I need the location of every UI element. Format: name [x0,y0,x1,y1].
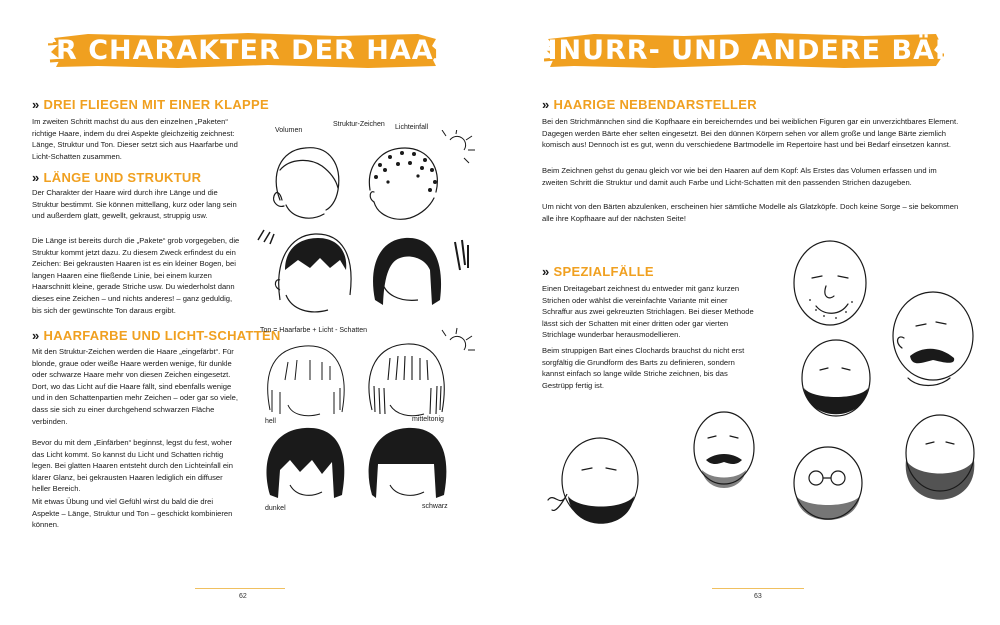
section-heading-haarfarbe: » HAARFARBE UND LICHT-SCHATTEN [32,328,281,343]
section-heading-laenge-struktur: » LÄNGE UND STRUKTUR [32,170,202,185]
beard-faces-illustration [538,238,988,558]
paragraph: Die Länge ist bereits durch die „Pakete“ grob vorgegeben, die Struktur kommt jetzt dazu. Zu diesem Zweck erfindest du ein Zeichen: Bei gekrausten Haaren ist es ein kleiner Bogen, bei langen Haaren eine fließende Linie, bei einem kurzen Haarschnitt kleine, gerade Striche usw. Du wiederholst dann dieses eine Zeichen – und nichts anderes! – ganz geduldig, bis sich der gewünschte Ton daraus ergibt. [32,236,240,315]
right-page-title: SCHNURR- UND ANDERE BÄRTE [493,34,995,66]
paragraph: Mit den Struktur-Zeichen werden die Haare „eingefärbt“. Für blonde, graue oder weiße Haare werden wenige, für dunkle oder schwarze Haare mehr von diesen Zeichen eingesetzt. Dort, wo das Licht auf die Haare fällt, sind ebenfalls wenige und in den Schattenpartien mehr Zeichen – oder gar so viele, dass sie sich zu einer durchgehend schwarzen Fläche verbinden. [32,347,239,426]
paragraph: Einen Dreitagebart zeichnest du entweder mit ganz kurzen Strichen oder wählst die vereinfachte Variante mit einer Schraffur aus zwei gekreuzten Strichlagen. Bei dieser Methode lässt sich der Schatten mit einer dritten oder gar vierten Strichlage wunderbar herausmodellieren. [542,284,754,340]
right-banner [493,30,995,70]
label-hell: hell [265,418,276,425]
paragraph: Bevor du mit dem „Einfärben“ beginnst, legst du fest, woher das Licht kommt. So kannst du Licht und Schatten richtig legen. Bei glatten Haaren entsteht durch den Lichteinfall ein klarer Glanz, bei gekrausten Haaren lediglich ein diffuser heller Bereich. [32,438,233,494]
paragraph: Um nicht von den Bärten abzulenken, erscheinen hier sämtliche Modelle als Glatzköpfe. Doch keine Sorge – sie bekommen alle ihre Kopfhaare auf der nächsten Seite! [542,202,959,223]
paragraph: Beim struppigen Bart eines Clochards brauchst du nicht erst sorgfältig die Grundform des Barts zu definieren, sondern kannst einfach so lange wilde Striche zeichnen, bis das Gestrüpp fertig ist. [542,346,745,390]
label-volumen: Volumen [275,127,303,134]
page-number: 63 [754,593,762,600]
label-struktur-zeichen: Struktur-Zeichen [333,121,385,128]
label-schwarz: schwarz [422,503,448,510]
section-heading-drei-fliegen: » DREI FLIEGEN MIT EINER KLAPPE [32,97,269,112]
paragraph: Mit etwas Übung und viel Gefühl wirst du bald die drei Aspekte – Länge, Struktur und Ton – geschickt kombinieren können. [32,497,233,530]
paragraph: Bei den Strichmännchen sind die Kopfhaare ein bereicherndes und bei weiblichen Figuren gar ein unverzichtbares Element. Dagegen werden Bärte eher selten eingesetzt. Bei den dünnen Körpern sehen vor allem große und lange Bärte ziemlich komisch aus! Dennoch ist es gut, wenn du verschiedene Bartmodelle im Repertoire hast und bei Bedarf einsetzen kannst. [542,117,959,150]
paragraph: Der Charakter der Haare wird durch ihre Länge und die Struktur bestimmt. Sie können mittellang, kurz oder lang sein und außerdem glatt, gewellt, gekraust, struppig usw. [32,188,237,221]
label-mitteltonig: mitteltonig [412,416,444,423]
paragraph: Im zweiten Schritt machst du aus den einzelnen „Paketen“ richtige Haare, indem du drei Aspekte gleichzeitig zeichnest: Länge, Struktur und Ton. Dieser setzt sich aus Haarfarbe und Licht-Schatten zusammen. [32,117,238,161]
footer-line [712,588,804,589]
label-dunkel: dunkel [265,505,286,512]
left-banner [13,30,475,70]
hair-illustration [250,130,480,505]
paragraph: Beim Zeichnen gehst du genau gleich vor wie bei den Haaren auf dem Kopf: Als Erstes das Volumen erfassen und im zweiten Schritt die Struktur und damit auch Farbe und Licht-Schatten mit den passenden Strichen dazugeben. [542,166,937,187]
section-heading-haarige-nebendarsteller: » HAARIGE NEBENDARSTELLER [542,97,757,112]
left-page-title: DER CHARAKTER DER HAARE [13,34,475,66]
footer-line [195,588,285,589]
section-heading-spezialfaelle: » SPEZIALFÄLLE [542,264,654,279]
right-page [493,0,1000,625]
label-lichteinfall: Lichteinfall [395,124,429,131]
label-ton-formula: Ton = Haarfarbe + Licht - Schatten [260,327,368,334]
page-number: 62 [239,593,247,600]
